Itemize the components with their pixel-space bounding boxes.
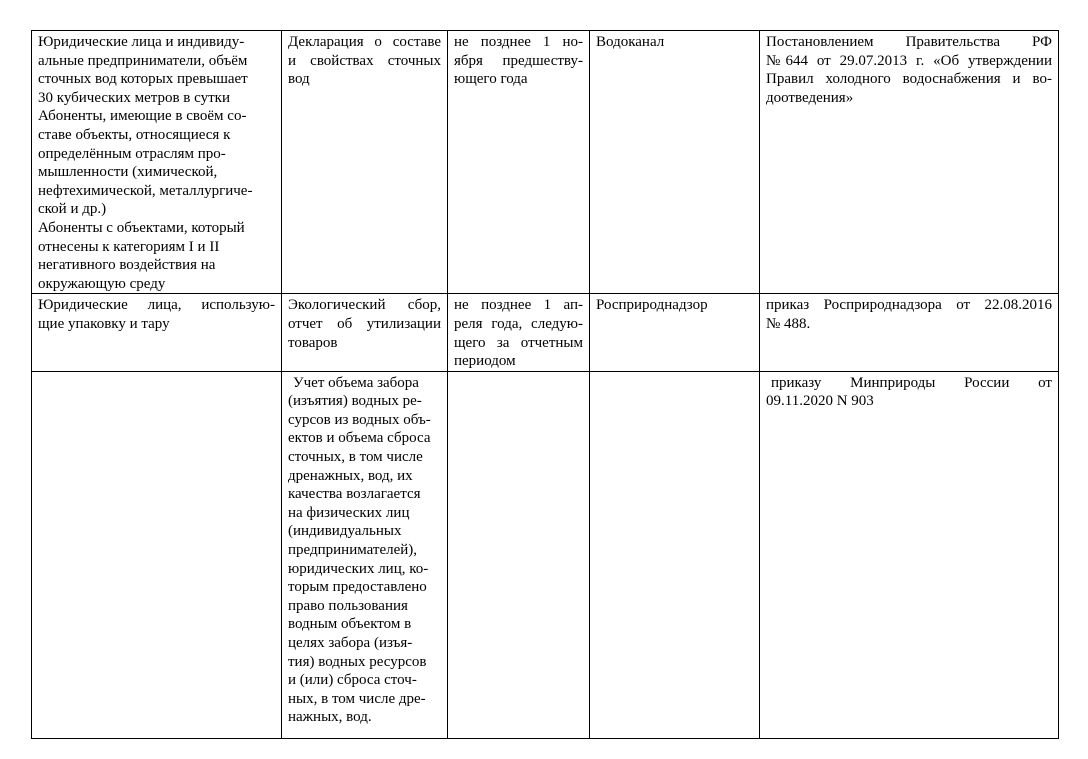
basis-line: приказу Минприроды России от	[771, 374, 1052, 391]
subject-cell	[32, 31, 282, 294]
subject-line: ской и др.)	[38, 201, 107, 218]
document-line: торым предоставлено	[288, 579, 427, 596]
document-line: Декларация о составе	[288, 34, 441, 50]
deadline-line: реля года, следую-	[454, 315, 583, 332]
deadline-line: ября предшеству-	[454, 52, 583, 69]
deadline-line: ющего года	[454, 71, 528, 88]
document-line: тия) водных ресурсов	[288, 653, 427, 670]
deadline-line: периодом	[454, 353, 516, 370]
basis-line: приказ Росприроднадзора от 22.08.2016	[766, 297, 1052, 314]
subject-line: щие упаковку и тару	[38, 315, 170, 332]
document-line: и (или) сброса сточ-	[288, 672, 417, 689]
subject-line: альные предприниматели, объём	[38, 52, 248, 69]
subject-line: нефтехимической, металлургиче-	[38, 182, 253, 199]
document-line: сточных, в том числе	[288, 449, 423, 466]
deadline-cell	[448, 31, 590, 294]
document-line: ектов и объема сброса	[288, 430, 431, 447]
document-line: на физических лиц	[288, 504, 410, 521]
basis-line: доотведения»	[766, 89, 854, 106]
document-cell	[282, 371, 448, 738]
deadline-cell	[448, 371, 590, 738]
subject-line: негативного воздействия на	[38, 257, 216, 274]
subject-line: мышленности (химической,	[38, 164, 218, 181]
document-line: отчет об утилизации	[288, 315, 441, 332]
document-line: качества возлагается	[288, 486, 421, 503]
basis-line: №644 от 29.07.2013 г. «Об утверждении	[766, 52, 1052, 69]
requirements-table	[31, 30, 1059, 739]
subject-cell	[32, 294, 282, 371]
subject-line: сточных вод которых превышает	[38, 71, 248, 88]
document-cell	[282, 294, 448, 371]
document-cell	[282, 31, 448, 294]
table-row	[32, 371, 1059, 738]
basis-line: 09.11.2020 N 903	[766, 393, 874, 410]
basis-cell	[760, 31, 1059, 294]
subject-line: отнесены к категориям I и II	[38, 238, 220, 255]
deadline-line: щего за отчетным	[454, 334, 583, 351]
authority-text: Росприроднадзор	[596, 297, 708, 314]
deadline-line: не позднее 1 но-	[454, 34, 583, 50]
document-line: сурсов из водных объ-	[288, 411, 431, 428]
document-line: предпринимателей),	[288, 542, 418, 559]
subject-line: Юридические лица, использую-	[38, 297, 275, 314]
deadline-line: не позднее 1 ап-	[454, 297, 583, 314]
basis-cell	[760, 294, 1059, 371]
subject-line: окружающую среду	[38, 275, 166, 292]
subject-line: определённым отраслям про-	[38, 145, 226, 162]
basis-cell	[760, 371, 1059, 738]
document-line: и свойствах сточных	[288, 52, 441, 69]
document-line: дренажных, вод, их	[288, 467, 413, 484]
subject-line: Абоненты, имеющие в своём со-	[38, 108, 247, 125]
authority-cell	[590, 371, 760, 738]
basis-line: № 488.	[766, 315, 811, 332]
table-row	[32, 31, 1059, 294]
document-line: нажных, вод.	[288, 709, 372, 726]
subject-line: ставе объекты, относящиеся к	[38, 126, 231, 143]
document-line: водным объектом в	[288, 616, 412, 633]
document-line: товаров	[288, 334, 338, 351]
subject-line: 30 кубических метров в сутки	[38, 89, 230, 106]
authority-text: Водоканал	[596, 34, 665, 50]
document-line: целях забора (изъя-	[288, 635, 413, 651]
subject-line: Абоненты с объектами, который	[38, 219, 245, 236]
authority-cell	[590, 294, 760, 371]
document-line: вод	[288, 71, 310, 88]
document-line: ных, в том числе дре-	[288, 690, 426, 707]
document-line: право пользования	[288, 597, 408, 614]
subject-cell	[32, 371, 282, 738]
document-line: (индивидуальных	[288, 523, 402, 540]
document-line: Экологический сбор,	[288, 297, 441, 314]
document-line: (изъятия) водных ре-	[288, 393, 422, 410]
subject-line: Юридические лица и индивиду-	[38, 34, 245, 50]
deadline-cell	[448, 294, 590, 371]
document-line: Учет объема забора	[293, 374, 419, 391]
basis-line: Правил холодного водоснабжения и во-	[766, 71, 1052, 88]
table-row	[32, 294, 1059, 371]
authority-cell	[590, 31, 760, 294]
basis-line: Постановлением Правительства РФ	[766, 34, 1052, 50]
document-line: юридических лиц, ко-	[288, 560, 429, 577]
